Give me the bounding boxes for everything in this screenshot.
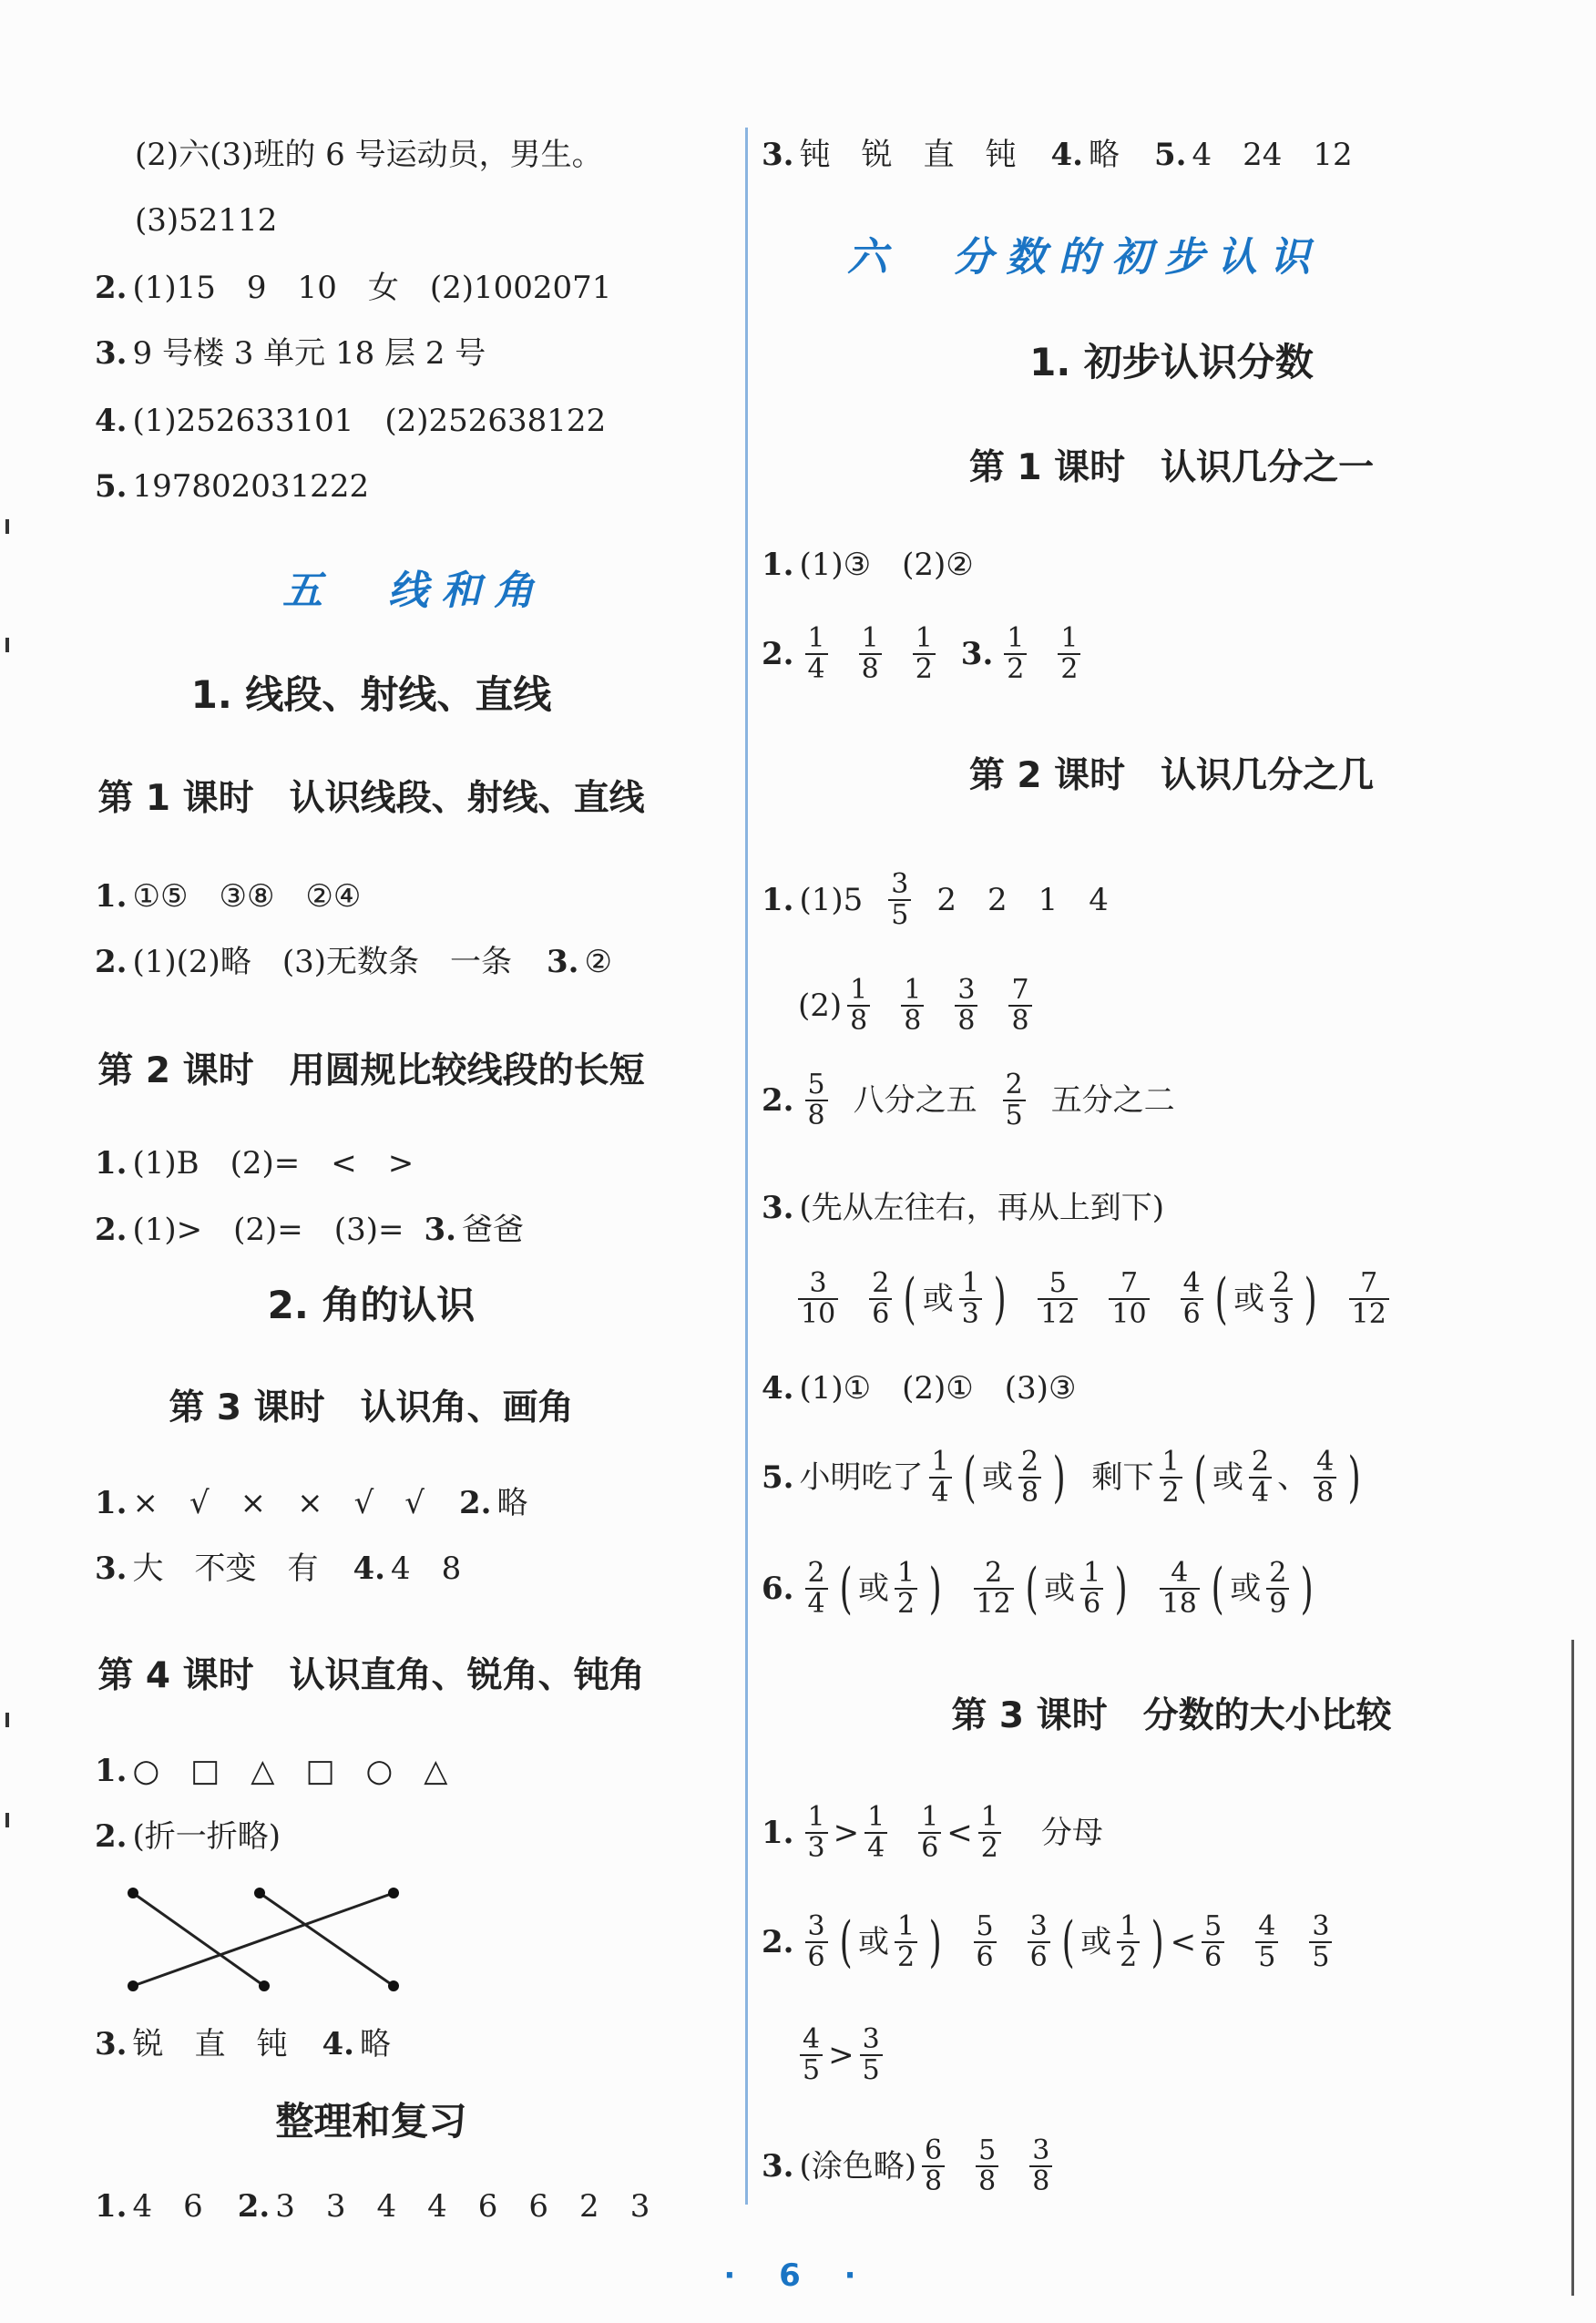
section-heading: 1. 线段、射线、直线 bbox=[190, 672, 552, 717]
answer-text: (先从左往右，再从上到下) bbox=[799, 1190, 1165, 1226]
answer-text: 小明吃了 bbox=[799, 1459, 924, 1496]
answer-text: (涂色略) bbox=[799, 2148, 917, 2185]
fraction: $\frac{1}{2}$ bbox=[1004, 624, 1027, 684]
item-number: 2. bbox=[762, 636, 794, 672]
item-number: 3. bbox=[960, 636, 994, 672]
answer-line bbox=[794, 2011, 888, 2099]
item-number: 3. bbox=[95, 1550, 128, 1587]
comparison-sign: < bbox=[946, 1815, 973, 1851]
section-heading: 1. 初步认识分数 bbox=[1029, 340, 1314, 384]
answer-text: 钝 锐 直 钝 bbox=[799, 137, 1017, 173]
section-heading: 2. 角的认识 bbox=[267, 1283, 476, 1327]
answer-text: 或 bbox=[982, 1459, 1014, 1496]
answer-text: 9 号楼 3 单元 18 层 2 号 bbox=[132, 335, 486, 372]
answer-text: (1)B (2)= < > bbox=[132, 1145, 414, 1182]
item-number: 2. bbox=[95, 1818, 128, 1855]
item-number: 1. bbox=[762, 882, 794, 918]
item-number: 2. bbox=[95, 270, 128, 306]
answer-text: (1)15 9 10 女 (2)1002071 bbox=[132, 270, 612, 306]
item-number: 4. bbox=[322, 2026, 354, 2062]
fraction: $\frac{1}{2}$ bbox=[913, 624, 936, 684]
answer-line bbox=[95, 1210, 524, 1250]
left-column bbox=[0, 0, 742, 2323]
lesson-heading: 第 4 课时 认识直角、锐角、钝角 bbox=[97, 1655, 645, 1696]
fraction: $\frac{1}{4}$ bbox=[805, 624, 828, 684]
fraction: $\frac{1}{6}$ bbox=[1080, 1559, 1103, 1619]
answer-line bbox=[95, 401, 606, 441]
fraction: $\frac{6}{8}$ bbox=[922, 2136, 945, 2196]
answer-text: 197802031222 bbox=[132, 468, 370, 505]
item-number: 6. bbox=[762, 1571, 794, 1607]
answer-text: × √ × × √ √ bbox=[132, 1485, 425, 1521]
answer-line bbox=[762, 1368, 1076, 1408]
unit-heading: 六 分数的初步认识 bbox=[847, 234, 1323, 281]
answer-text: 略 bbox=[1089, 137, 1120, 173]
answer-text: 4 24 12 bbox=[1192, 137, 1353, 173]
item-number: 3. bbox=[546, 944, 579, 980]
item-number: 4. bbox=[95, 403, 128, 439]
fraction: $\frac{2}{4}$ bbox=[1249, 1448, 1272, 1508]
item-number: 3. bbox=[762, 2148, 794, 2185]
answer-line bbox=[95, 1816, 281, 1857]
answer-text: (1)5 bbox=[799, 882, 864, 918]
unit-heading: 五 线和角 bbox=[282, 568, 547, 614]
item-number: 1. bbox=[95, 1145, 128, 1182]
answer-line bbox=[762, 1188, 1164, 1228]
answer-text: ①⑤ ③⑧ ②④ bbox=[132, 878, 362, 915]
answer-text: 2 2 1 4 bbox=[936, 882, 1109, 918]
comparison-sign: < bbox=[1170, 1924, 1197, 1960]
item-number: 1. bbox=[95, 1485, 128, 1521]
item-number: 1. bbox=[762, 547, 794, 583]
answer-line bbox=[762, 545, 974, 585]
answer-text: 分母 bbox=[1040, 1815, 1103, 1851]
fraction: $\frac{5}{8}$ bbox=[976, 2136, 998, 2196]
fraction: $\frac{1}{2}$ bbox=[978, 1803, 1001, 1863]
fraction: $\frac{1}{2}$ bbox=[895, 1559, 917, 1619]
item-number: 1. bbox=[95, 878, 128, 915]
item-number: 2. bbox=[237, 2188, 271, 2225]
fraction: $\frac{1}{2}$ bbox=[1058, 624, 1080, 684]
fraction: $\frac{3}{8}$ bbox=[1029, 2136, 1052, 2196]
fraction: $\frac{1}{2}$ bbox=[1117, 1912, 1140, 1972]
item-number: 2. bbox=[95, 944, 128, 980]
fraction: $\frac{2}{9}$ bbox=[1266, 1559, 1289, 1619]
fraction: $\frac{4}{5}$ bbox=[800, 2025, 823, 2085]
fraction: $\frac{7}{12}$ bbox=[1349, 1269, 1389, 1329]
fraction: $\frac{7}{8}$ bbox=[1008, 976, 1031, 1036]
answer-line bbox=[95, 1549, 461, 1589]
lesson-heading: 第 1 课时 认识几分之一 bbox=[968, 447, 1375, 488]
answer-text: 或 bbox=[1230, 1571, 1262, 1607]
item-number: 1. bbox=[95, 2188, 128, 2225]
fraction: $\frac{1}{3}$ bbox=[959, 1269, 982, 1329]
answer-line bbox=[798, 962, 1038, 1049]
answer-line bbox=[762, 856, 1109, 944]
item-number: 1. bbox=[95, 1753, 128, 1789]
diagram-dot bbox=[254, 1888, 265, 1898]
fraction: $\frac{1}{8}$ bbox=[859, 624, 882, 684]
answer-text: 3 3 4 4 6 6 2 3 bbox=[275, 2188, 650, 2225]
diagram-dot bbox=[128, 1980, 138, 1991]
fraction: $\frac{2}{8}$ bbox=[1018, 1448, 1041, 1508]
comparison-sign: > bbox=[833, 1815, 860, 1851]
fraction: $\frac{1}{4}$ bbox=[864, 1803, 887, 1863]
lesson-heading: 第 3 课时 分数的大小比较 bbox=[951, 1695, 1392, 1736]
answer-line bbox=[95, 2186, 650, 2226]
item-number: 5. bbox=[1154, 137, 1187, 173]
fraction: $\frac{5}{12}$ bbox=[1038, 1269, 1078, 1329]
item-number: 2. bbox=[762, 1082, 794, 1119]
answer-line: 6. $\frac{2}{4}$ ( 或 $\frac{1}{2}$ ) $\frac{2}{12}$ ( 或 $\frac{1}{6}$ ) $\frac{4}{18}$ ( 或 $\frac{2}{9}$ ) bbox=[762, 1557, 1315, 1621]
item-number: 3. bbox=[95, 335, 128, 372]
answer-line bbox=[95, 1483, 527, 1523]
section-heading: 整理和复习 bbox=[275, 2099, 467, 2144]
answer-line bbox=[95, 876, 361, 916]
fraction: $\frac{5}{8}$ bbox=[805, 1070, 828, 1131]
item-number: 4. bbox=[353, 1550, 385, 1587]
fraction: $\frac{4}{6}$ bbox=[1181, 1269, 1203, 1329]
item-number: 4. bbox=[1050, 137, 1083, 173]
answer-text: (2) bbox=[798, 988, 843, 1024]
lesson-heading: 第 2 课时 认识几分之几 bbox=[968, 755, 1375, 796]
fraction: $\frac{3}{8}$ bbox=[955, 976, 977, 1036]
line-crossing-diagram bbox=[118, 1875, 410, 2002]
answer-line bbox=[762, 2123, 1058, 2210]
lesson-heading: 第 2 课时 用圆规比较线段的长短 bbox=[97, 1050, 645, 1091]
answer-line bbox=[95, 466, 369, 507]
fraction: $\frac{3}{5}$ bbox=[860, 2025, 883, 2085]
fraction: $\frac{2}{5}$ bbox=[1003, 1070, 1026, 1131]
answer-line bbox=[95, 268, 611, 308]
fraction: $\frac{1}{8}$ bbox=[901, 976, 924, 1036]
answer-line bbox=[762, 610, 1086, 698]
item-number: 3. bbox=[95, 2026, 128, 2062]
answer-text: 或 bbox=[1044, 1571, 1076, 1607]
answer-line bbox=[95, 1143, 414, 1183]
page-number: · 6 · bbox=[723, 2257, 873, 2294]
fraction: $\frac{1}{8}$ bbox=[847, 976, 870, 1036]
answer-text: 或 bbox=[1080, 1924, 1112, 1960]
diagram-dot bbox=[259, 1980, 270, 1991]
answer-text: 或 bbox=[858, 1571, 890, 1607]
item-number: 3. bbox=[762, 137, 794, 173]
item-number: 3. bbox=[424, 1212, 456, 1248]
answer-text: (1)> (2)= (3)= bbox=[132, 1212, 404, 1248]
answer-text: 或 bbox=[1212, 1459, 1244, 1496]
item-number: 4. bbox=[762, 1370, 794, 1407]
answer-text: 4 6 bbox=[132, 2188, 203, 2225]
fraction: $\frac{1}{3}$ bbox=[805, 1803, 828, 1863]
answer-text: 或 bbox=[1233, 1281, 1265, 1317]
answer-line bbox=[762, 1789, 1103, 1877]
answer-line: (3)52112 bbox=[135, 202, 278, 239]
diagram-line bbox=[260, 1893, 394, 1986]
diagram-line bbox=[133, 1893, 394, 1986]
fraction: $\frac{5}{6}$ bbox=[974, 1912, 997, 1972]
answer-text: (折一折略) bbox=[132, 1818, 281, 1855]
answer-text: 爸爸 bbox=[461, 1212, 524, 1248]
answer-text: 剩下 bbox=[1091, 1459, 1154, 1496]
item-number: 2. bbox=[458, 1485, 492, 1521]
answer-text: 、 bbox=[1277, 1459, 1309, 1496]
item-number: 5. bbox=[762, 1459, 794, 1496]
answer-text: 略 bbox=[496, 1485, 528, 1521]
answer-text: 或 bbox=[922, 1281, 954, 1317]
fraction: $\frac{1}{2}$ bbox=[895, 1912, 917, 1972]
fraction: $\frac{3}{5}$ bbox=[888, 870, 911, 930]
page-number-value: 6 bbox=[779, 2257, 817, 2294]
fraction: $\frac{4}{5}$ bbox=[1255, 1912, 1278, 1972]
answer-line bbox=[95, 942, 612, 982]
diagram-dot bbox=[388, 1980, 399, 1991]
fraction: $\frac{7}{10}$ bbox=[1109, 1269, 1149, 1329]
lesson-heading: 第 1 课时 认识线段、射线、直线 bbox=[97, 778, 645, 819]
answer-line bbox=[95, 333, 486, 374]
answer-text: 锐 直 钝 bbox=[132, 2026, 288, 2062]
fraction: $\frac{2}{12}$ bbox=[974, 1559, 1014, 1619]
item-number: 5. bbox=[95, 468, 128, 505]
answer-text: 或 bbox=[858, 1924, 890, 1960]
lesson-heading: 第 3 课时 认识角、画角 bbox=[169, 1387, 574, 1428]
comparison-sign: > bbox=[828, 2037, 854, 2073]
answer-line bbox=[762, 1057, 1175, 1144]
fraction: $\frac{2}{4}$ bbox=[805, 1559, 828, 1619]
fraction: $\frac{2}{6}$ bbox=[869, 1269, 892, 1329]
fraction: $\frac{2}{3}$ bbox=[1270, 1269, 1293, 1329]
answer-text: 八分之五 bbox=[853, 1082, 977, 1119]
fraction: $\frac{3}{6}$ bbox=[805, 1912, 828, 1972]
answer-line bbox=[762, 135, 1353, 175]
answer-text: (1)(2)略 (3)无数条 一条 bbox=[132, 944, 512, 980]
answer-text: 略 bbox=[360, 2026, 391, 2062]
answer-line: 5. 小明吃了 $\frac{1}{4}$ ( 或 $\frac{2}{8}$ ) 剩下 $\frac{1}{2}$ ( 或 $\frac{2}{4}$ 、 $\frac{4}{8}$ ) bbox=[762, 1446, 1361, 1509]
item-number: 2. bbox=[95, 1212, 128, 1248]
fraction: $\frac{1}{4}$ bbox=[929, 1448, 952, 1508]
fraction: $\frac{4}{8}$ bbox=[1314, 1448, 1336, 1508]
item-number: 2. bbox=[762, 1924, 794, 1960]
answer-text: (1)③ (2)② bbox=[799, 547, 974, 583]
fraction: $\frac{4}{18}$ bbox=[1160, 1559, 1200, 1619]
answer-text: ○ □ △ □ ○ △ bbox=[132, 1753, 448, 1789]
answer-text: ② bbox=[584, 944, 612, 980]
fraction: $\frac{5}{6}$ bbox=[1202, 1912, 1224, 1972]
diagram-dot bbox=[388, 1888, 399, 1898]
item-number: 3. bbox=[762, 1190, 794, 1226]
answer-text: 五分之二 bbox=[1050, 1082, 1175, 1119]
fraction: $\frac{3}{6}$ bbox=[1028, 1912, 1050, 1972]
fraction: $\frac{3}{5}$ bbox=[1309, 1912, 1332, 1972]
diagram-line bbox=[133, 1893, 264, 1986]
right-column bbox=[747, 0, 1596, 2323]
fraction: $\frac{3}{10}$ bbox=[798, 1269, 838, 1329]
item-number: 1. bbox=[762, 1815, 794, 1851]
fraction: $\frac{1}{2}$ bbox=[1160, 1448, 1182, 1508]
answer-line: (2)六(3)班的 6 号运动员，男生。 bbox=[135, 137, 603, 173]
answer-line: $\frac{3}{10}$ $\frac{2}{6}$ ( 或 $\frac{1}{3}$ ) $\frac{5}{12}$ $\frac{7}{10}$ $\frac{4}{6}$ ( 或 $\frac{2}{3}$ ) $\frac{7}{12}$ bbox=[793, 1255, 1395, 1343]
answer-text: 4 8 bbox=[391, 1550, 462, 1587]
answer-text: (1)252633101 (2)252638122 bbox=[132, 403, 607, 439]
answer-text: 大 不变 有 bbox=[132, 1550, 319, 1587]
diagram-dot bbox=[128, 1888, 138, 1898]
answer-line bbox=[95, 1751, 447, 1791]
answer-line bbox=[95, 2024, 391, 2064]
fraction: $\frac{1}{6}$ bbox=[918, 1803, 941, 1863]
answer-text: (1)① (2)① (3)③ bbox=[799, 1370, 1077, 1407]
answer-line: 2. $\frac{3}{6}$ ( 或 $\frac{1}{2}$ ) $\frac{5}{6}$ $\frac{3}{6}$ ( 或 $\frac{1}{2}$ ) < $\frac{5}{6}$ $\frac{4}{5}$ $\frac{3}{5}$ bbox=[762, 1898, 1337, 1986]
